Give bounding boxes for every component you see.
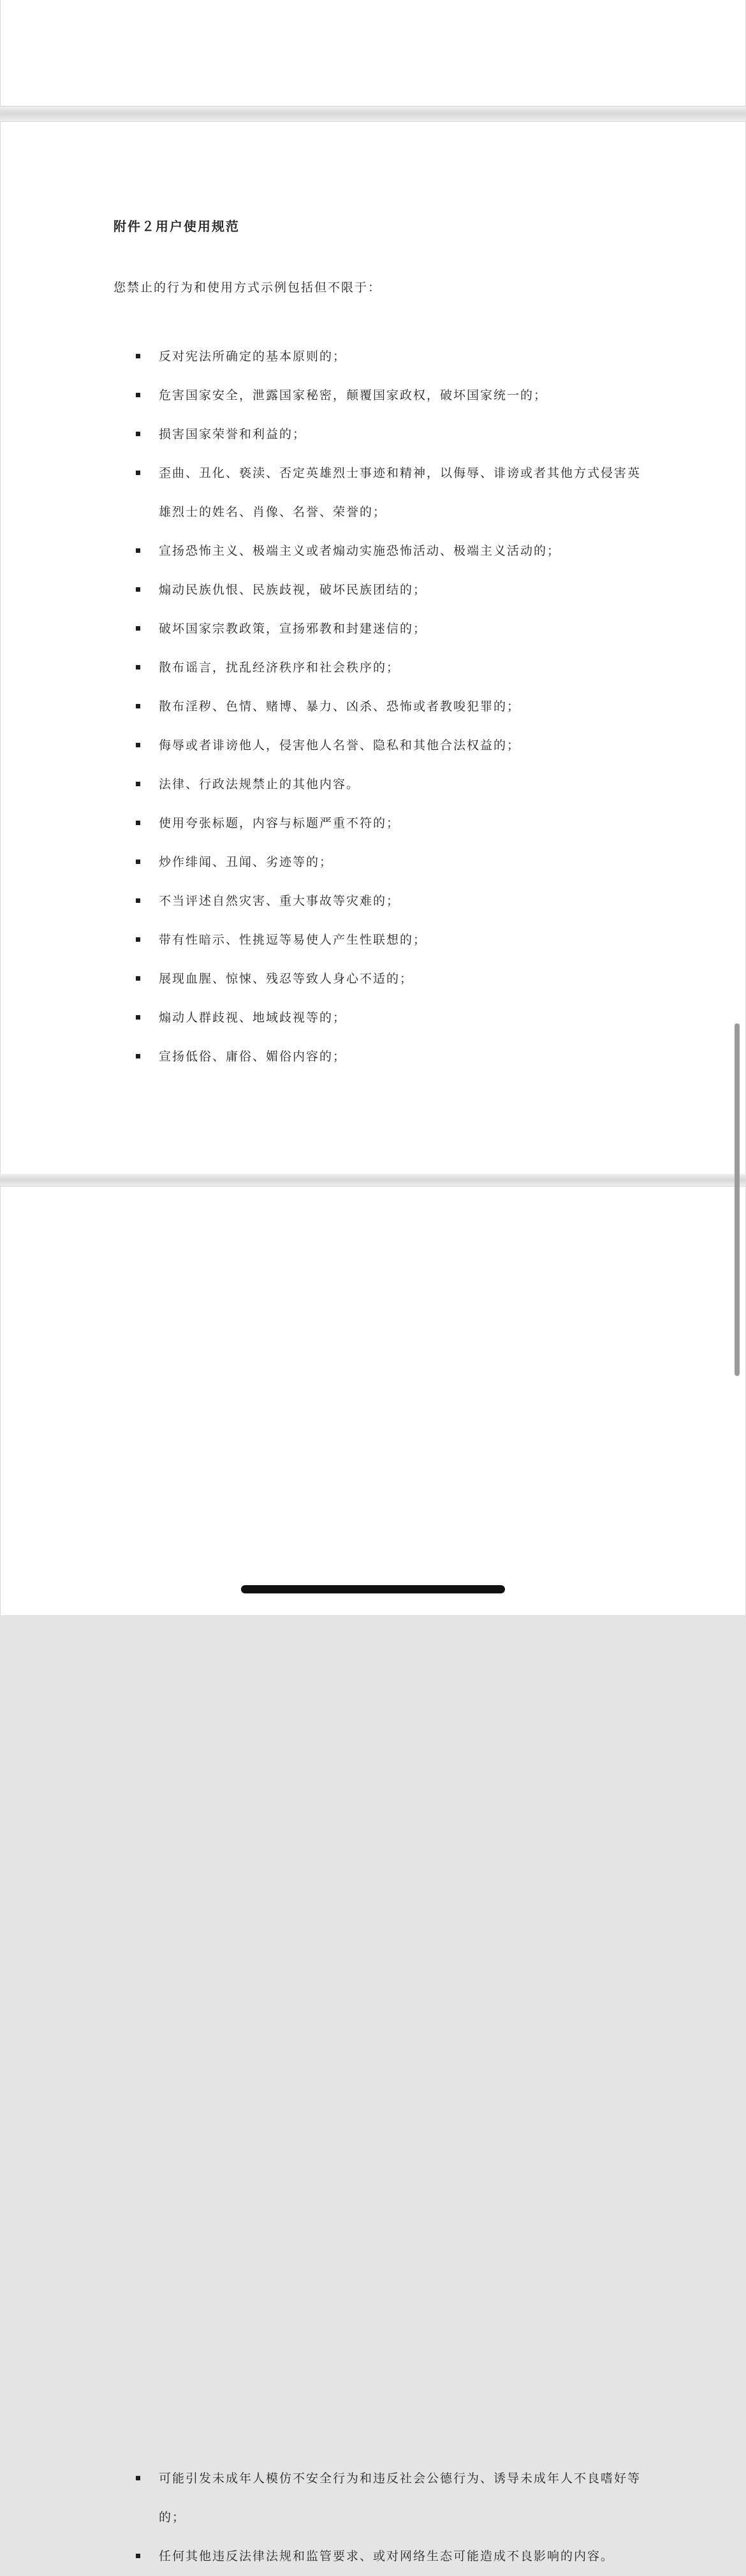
bullet-icon bbox=[136, 937, 140, 942]
section-title: 附件２用户使用规范 bbox=[113, 219, 240, 234]
list-item-text: 展现血腥、惊悚、残忍等致人身心不适的； bbox=[159, 972, 414, 986]
list-item bbox=[1, 921, 643, 960]
list-item-text: 法律、行政法规禁止的其他内容。 bbox=[159, 777, 360, 791]
list-item bbox=[1, 454, 643, 532]
list-item bbox=[1, 2459, 643, 2537]
list-item-text: 带有性暗示、性挑逗等易使人产生性联想的； bbox=[159, 933, 427, 947]
bullet-icon bbox=[136, 626, 140, 631]
list-item-text: 破坏国家宗教政策，宣扬邪教和封建迷信的； bbox=[159, 622, 427, 636]
bullet-icon bbox=[136, 471, 140, 475]
list-item bbox=[1, 882, 643, 921]
list-item-text: 任何其他违反法律法规和监管要求、或对网络生态可能造成不良影响的内容。 bbox=[159, 2549, 615, 2563]
list-item bbox=[1, 960, 643, 999]
rule-list-continued bbox=[1, 2459, 745, 2576]
list-item-text: 散布淫秽、色情、赌博、暴力、凶杀、恐怖或者教唆犯罪的； bbox=[159, 699, 521, 714]
list-item bbox=[1, 415, 643, 454]
list-item bbox=[1, 843, 643, 882]
scrollbar[interactable] bbox=[735, 1023, 740, 1376]
document-page-next bbox=[0, 1186, 746, 2563]
bullet-icon bbox=[136, 782, 140, 786]
bullet-icon bbox=[136, 587, 140, 592]
list-item bbox=[1, 999, 643, 1037]
list-item bbox=[1, 804, 643, 843]
bullet-icon bbox=[136, 704, 140, 708]
list-item bbox=[1, 376, 643, 415]
bullet-icon bbox=[136, 2554, 140, 2558]
list-item-text: 可能引发未成年人模仿不安全行为和违反社会公德行为、诱导未成年人不良嗜好等的； bbox=[159, 2471, 641, 2524]
document-page bbox=[0, 121, 746, 1175]
list-item-text: 侮辱或者诽谤他人，侵害他人名誉、隐私和其他合法权益的； bbox=[159, 738, 521, 752]
list-item-text: 宣扬恐怖主义、极端主义或者煽动实施恐怖活动、极端主义活动的； bbox=[159, 544, 561, 558]
list-item bbox=[1, 610, 643, 648]
list-item-text: 使用夸张标题，内容与标题严重不符的； bbox=[159, 816, 400, 830]
list-item bbox=[1, 571, 643, 610]
page-separator bbox=[0, 1174, 746, 1186]
list-item bbox=[1, 726, 643, 765]
rule-list bbox=[1, 337, 745, 1076]
list-item-text: 宣扬低俗、庸俗、媚俗内容的； bbox=[159, 1050, 347, 1064]
list-item bbox=[1, 2537, 643, 2576]
list-item-text: 危害国家安全，泄露国家秘密，颠覆国家政权，破坏国家统一的； bbox=[159, 388, 548, 402]
list-item bbox=[1, 1037, 643, 1076]
list-item bbox=[1, 532, 643, 571]
bullet-icon bbox=[136, 898, 140, 903]
bullet-icon bbox=[136, 860, 140, 864]
bullet-icon bbox=[136, 2476, 140, 2480]
page-separator bbox=[0, 106, 746, 121]
intro-paragraph: 您禁止的行为和使用方式示例包括但不限于： bbox=[113, 281, 382, 295]
bullet-icon bbox=[136, 976, 140, 981]
bullet-icon bbox=[136, 821, 140, 825]
list-item-text: 歪曲、丑化、亵渎、否定英雄烈士事迹和精神，以侮辱、诽谤或者其他方式侵害英雄烈士的姓名、肖像、名誉、荣誉的； bbox=[159, 466, 641, 519]
list-item-text: 煽动人群歧视、地域歧视等的； bbox=[159, 1011, 347, 1025]
bullet-icon bbox=[136, 354, 140, 358]
list-item-text: 煽动民族仇恨、民族歧视，破坏民族团结的； bbox=[159, 583, 427, 597]
previous-page-bottom bbox=[0, 0, 746, 106]
list-item-text: 散布谣言，扰乱经济秩序和社会秩序的； bbox=[159, 661, 400, 675]
list-item-text: 反对宪法所确定的基本原则的； bbox=[159, 349, 347, 363]
bullet-icon bbox=[136, 393, 140, 397]
list-item-text: 损害国家荣誉和利益的； bbox=[159, 427, 307, 441]
bullet-icon bbox=[136, 743, 140, 747]
bullet-icon bbox=[136, 1015, 140, 1020]
home-indicator[interactable] bbox=[241, 1585, 505, 1593]
list-item bbox=[1, 687, 643, 726]
list-item bbox=[1, 765, 643, 804]
bullet-icon bbox=[136, 548, 140, 553]
list-item bbox=[1, 648, 643, 687]
list-item-text: 不当评述自然灾害、重大事故等灾难的； bbox=[159, 894, 400, 908]
bullet-icon bbox=[136, 432, 140, 436]
list-item-text: 炒作绯闻、丑闻、劣迹等的； bbox=[159, 855, 333, 869]
bullet-icon bbox=[136, 1054, 140, 1058]
bullet-icon bbox=[136, 665, 140, 670]
list-item bbox=[1, 337, 643, 376]
